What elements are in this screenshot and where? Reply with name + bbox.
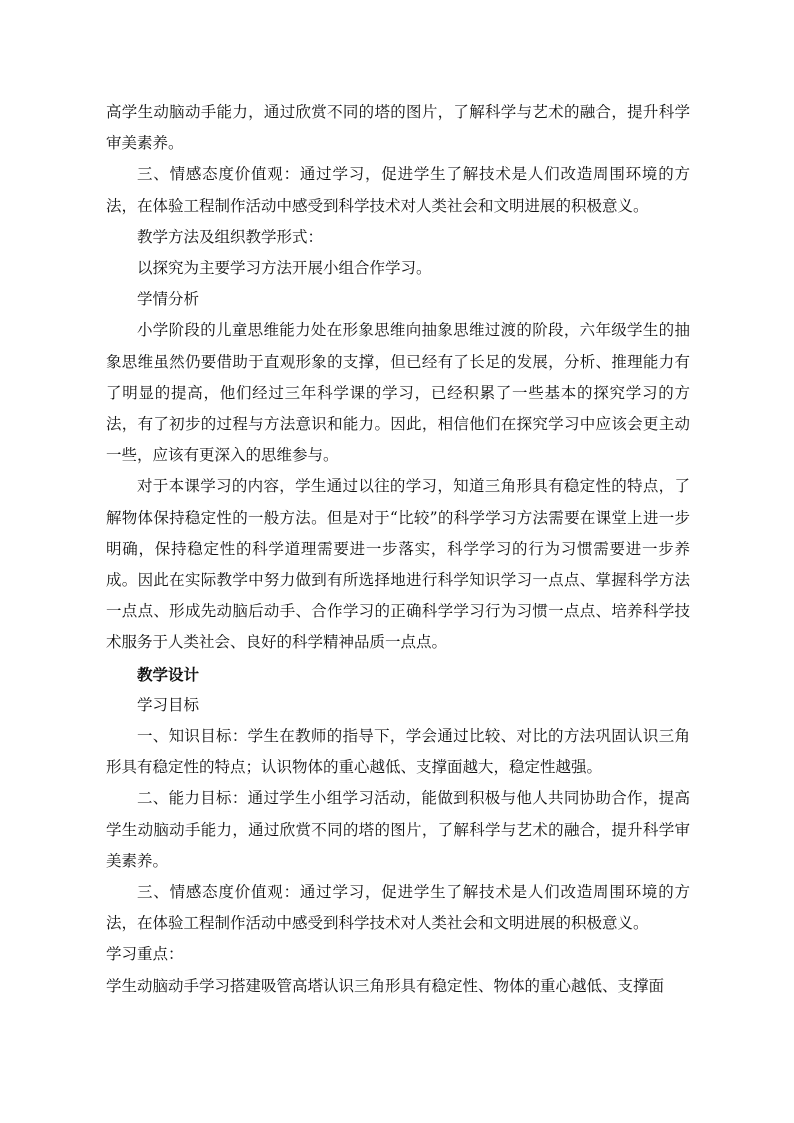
paragraph-emotion-goal-2: 三、情感态度价值观：通过学习，促进学生了解技术是人们改造周围环境的方法，在体验工程制作活动中感受到科学技术对人类社会和文明进展的积极意义。	[106, 883, 690, 933]
paragraph-emotion-goal: 三、情感态度价值观：通过学习，促进学生了解技术是人们改造周围环境的方法，在体验工程制作活动中感受到科学技术对人类社会和文明进展的积极意义。	[106, 165, 690, 215]
heading-teaching-method: 教学方法及组织教学形式：	[137, 227, 324, 246]
paragraph-learner-analysis-2: 对于本课学习的内容，学生通过以往的学习，知道三角形具有稳定性的特点，了解物体保持稳定性的一般方法。但是对于“比较”的科学学习方法需要在课堂上进一步明确，保持稳定性的科学道理需要进一步落实，科学学习的行为习惯需要进一步养成。因此在实际教学中努力做到有所选择地进行科学知识学习一点点、掌握科学方法一点点、形成先动脑后动手、合作学习的正确科学学习行为习惯一点点、培养科学技术服务于人类社会、良好的科学精神品质一点点。	[106, 477, 690, 652]
paragraph-teaching-method: 以探究为主要学习方法开展小组合作学习。	[137, 259, 432, 278]
paragraph-learner-analysis-1: 小学阶段的儿童思维能力处在形象思维向抽象思维过渡的阶段，六年级学生的抽象思维虽然仍要借助于直观形象的支撑，但已经有了长足的发展，分析、推理能力有了明显的提高，他们经过三年科学课的学习，已经积累了一些基本的探究学习的方法，有了初步的过程与方法意识和能力。因此，相信他们在探究学习中应该会更主动一些，应该有更深入的思维参与。	[106, 321, 690, 465]
heading-learning-goals: 学习目标	[137, 695, 200, 714]
paragraph-ability-goal-continued: 高学生动脑动手能力，通过欣赏不同的塔的图片，了解科学与艺术的融合，提升科学审美素养。	[106, 103, 690, 153]
heading-learning-focus: 学习重点：	[106, 945, 184, 964]
heading-learner-analysis: 学情分析	[137, 290, 200, 309]
paragraph-ability-goal: 二、能力目标：通过学生小组学习活动，能做到积极与他人共同协助合作，提高学生动脑动手能力，通过欣赏不同的塔的图片，了解科学与艺术的融合，提升科学审美素养。	[106, 789, 690, 870]
paragraph-knowledge-goal: 一、知识目标：学生在教师的指导下，学会通过比较、对比的方法巩固认识三角形具有稳定性的特点；认识物体的重心越低、支撑面越大，稳定性越强。	[106, 727, 690, 777]
document-body	[106, 97, 690, 1002]
paragraph-learning-focus: 学生动脑动手学习搭建吸管高塔认识三角形具有稳定性、物体的重心越低、支撑面	[106, 976, 665, 995]
heading-teaching-design: 教学设计	[137, 664, 200, 684]
